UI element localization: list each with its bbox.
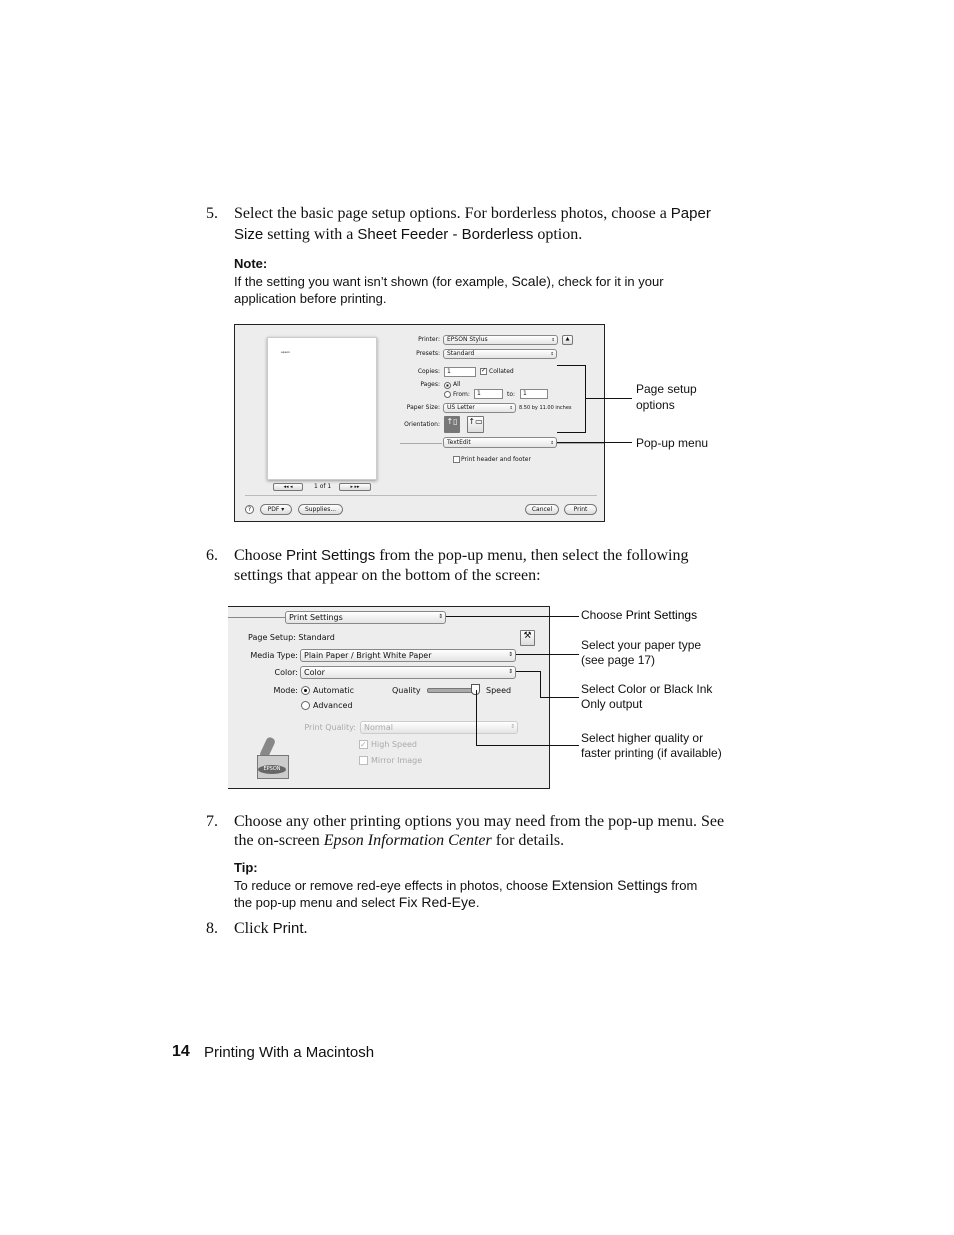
step-7-text-2: the on-screen Epson Information Center for details. <box>234 832 565 849</box>
all-label: All <box>453 381 461 388</box>
callout-line <box>557 442 632 443</box>
callout-popup-menu: Pop-up menu <box>636 436 709 450</box>
mode-label: Mode: <box>273 686 298 695</box>
callout-line <box>476 690 477 746</box>
step-8-text: Click Print. <box>234 920 308 937</box>
callout-line <box>446 616 579 617</box>
tip-text-2: the pop-up menu and select Fix Red-Eye. <box>234 894 480 910</box>
from-field[interactable]: 1 <box>474 389 503 399</box>
expand-button[interactable]: ▲ <box>562 335 573 345</box>
callout-page-setup-2: options <box>636 398 675 412</box>
page-setup-label: Page Setup: Standard <box>248 633 335 642</box>
supplies-button[interactable]: Supplies... <box>298 504 343 515</box>
color-label: Color: <box>274 668 298 677</box>
callout-print-settings: Choose Print Settings <box>581 608 698 622</box>
automatic-radio[interactable] <box>301 686 310 695</box>
to-field[interactable]: 1 <box>520 389 548 399</box>
step-5-text: Select the basic page setup options. For borderless photos, choose a Paper <box>234 205 711 222</box>
presets-label: Presets: <box>416 350 440 357</box>
paper-size-label: Paper Size: <box>406 404 440 411</box>
media-type-label: Media Type: <box>250 651 298 660</box>
options-popup[interactable]: TextEdit ⇕ <box>443 437 557 448</box>
callout-page-setup: Page setup <box>636 382 697 396</box>
automatic-label: Automatic <box>313 686 355 695</box>
callout-paper-type: Select your paper type <box>581 638 702 652</box>
tip-label: Tip: <box>234 860 258 875</box>
step-5-text-2: Size setting with a Sheet Feeder - Borderless option. <box>234 226 583 243</box>
copies-label: Copies: <box>417 368 440 375</box>
print-quality-popup[interactable]: Normal ⇕ <box>360 721 518 734</box>
print-quality-label: Print Quality: <box>304 723 356 732</box>
paper-size-popup[interactable]: US Letter ⇕ <box>443 403 516 413</box>
landscape-orientation-button[interactable]: ↑▭ <box>467 416 484 433</box>
paper-dimensions: 8.50 by 11.00 inches <box>519 405 572 411</box>
step-7-text: Choose any other printing options you may need from the pop-up menu. See <box>234 813 725 830</box>
media-type-popup[interactable]: Plain Paper / Bright White Paper ⇕ <box>300 649 516 662</box>
from-label: From: <box>453 391 470 398</box>
collated-checkbox[interactable]: ✓ <box>481 368 487 374</box>
mirror-image-checkbox[interactable] <box>359 756 368 765</box>
step-number: 6. <box>206 547 218 564</box>
separator <box>228 617 285 618</box>
high-speed-label: High Speed <box>371 740 418 749</box>
page-number: 14 <box>172 1043 190 1060</box>
callout-color-2: Only output <box>581 697 643 711</box>
separator <box>245 495 597 496</box>
utility-tools-button[interactable]: ⚒ <box>520 630 535 646</box>
callout-line <box>557 432 585 433</box>
printer-popup[interactable]: EPSON Stylus ⇕ <box>443 335 558 345</box>
pdf-button[interactable]: PDF ▾ <box>260 504 292 515</box>
callout-paper-type-2: (see page 17) <box>581 653 656 667</box>
collated-label: Collated <box>489 368 514 375</box>
callout-line <box>476 745 579 746</box>
advanced-label: Advanced <box>313 701 353 710</box>
callout-line <box>585 398 632 399</box>
high-speed-checkbox[interactable]: ✓ <box>360 740 367 749</box>
quality-speed-slider[interactable] <box>427 688 477 693</box>
step-number: 8. <box>206 920 218 937</box>
callout-line <box>585 365 586 433</box>
next-last-page-button[interactable]: ▸ ▸▸ <box>339 483 371 491</box>
pages-label: Pages: <box>420 381 440 388</box>
note-text-2: application before printing. <box>234 291 387 306</box>
pages-from-radio[interactable] <box>444 391 451 398</box>
callout-quality: Select higher quality or <box>581 731 704 745</box>
header-footer-checkbox[interactable] <box>453 456 460 463</box>
tip-text: To reduce or remove red-eye effects in photos, choose Extension Settings from <box>234 877 698 893</box>
pages-all-radio[interactable] <box>444 382 451 389</box>
cancel-button[interactable]: Cancel <box>525 504 559 515</box>
step-6-text: Choose Print Settings from the pop-up menu, then select the following <box>234 547 689 564</box>
print-dialog-screenshot <box>234 324 605 522</box>
callout-line <box>540 697 579 698</box>
step-6-text-2: settings that appear on the bottom of the screen: <box>234 567 541 584</box>
print-button[interactable]: Print <box>564 504 597 515</box>
callout-line <box>516 654 579 655</box>
copies-field[interactable]: 1 <box>444 367 476 377</box>
separator <box>557 443 604 444</box>
print-settings-popup[interactable]: Print Settings ⇕ <box>285 611 446 624</box>
footer-title: Printing With a Macintosh <box>204 1044 375 1061</box>
to-label: to: <box>507 391 516 398</box>
callout-quality-2: faster printing (if available) <box>581 746 722 760</box>
orientation-label: Orientation: <box>404 421 440 428</box>
callout-line <box>557 365 585 366</box>
callout-line <box>540 671 541 697</box>
quality-label: Quality <box>392 686 421 695</box>
print-settings-screenshot <box>228 606 550 789</box>
mirror-image-label: Mirror Image <box>371 756 423 765</box>
step-number: 5. <box>206 205 218 222</box>
page-count: 1 of 1 <box>314 483 332 490</box>
color-popup[interactable]: Color ⇕ <box>300 666 516 679</box>
page-preview: epson <box>267 337 377 480</box>
speed-label: Speed <box>486 686 512 695</box>
presets-popup[interactable]: Standard ⇕ <box>443 349 557 359</box>
first-prev-page-button[interactable]: ◂◂ ◂ <box>273 483 303 491</box>
printer-label: Printer: <box>418 336 440 343</box>
help-button[interactable]: ? <box>245 505 254 514</box>
header-footer-label: Print header and footer <box>461 456 531 463</box>
step-number: 7. <box>206 813 218 830</box>
callout-color: Select Color or Black Ink <box>581 682 713 696</box>
advanced-radio[interactable] <box>301 701 310 710</box>
epson-printer-logo-icon: EPSON <box>255 737 291 779</box>
callout-line <box>516 671 540 672</box>
separator <box>400 443 442 444</box>
portrait-orientation-button[interactable]: ↑▯ <box>444 416 460 433</box>
note-label: Note: <box>234 256 268 271</box>
note-text: If the setting you want isn’t shown (for example, Scale), check for it in your <box>234 273 664 289</box>
